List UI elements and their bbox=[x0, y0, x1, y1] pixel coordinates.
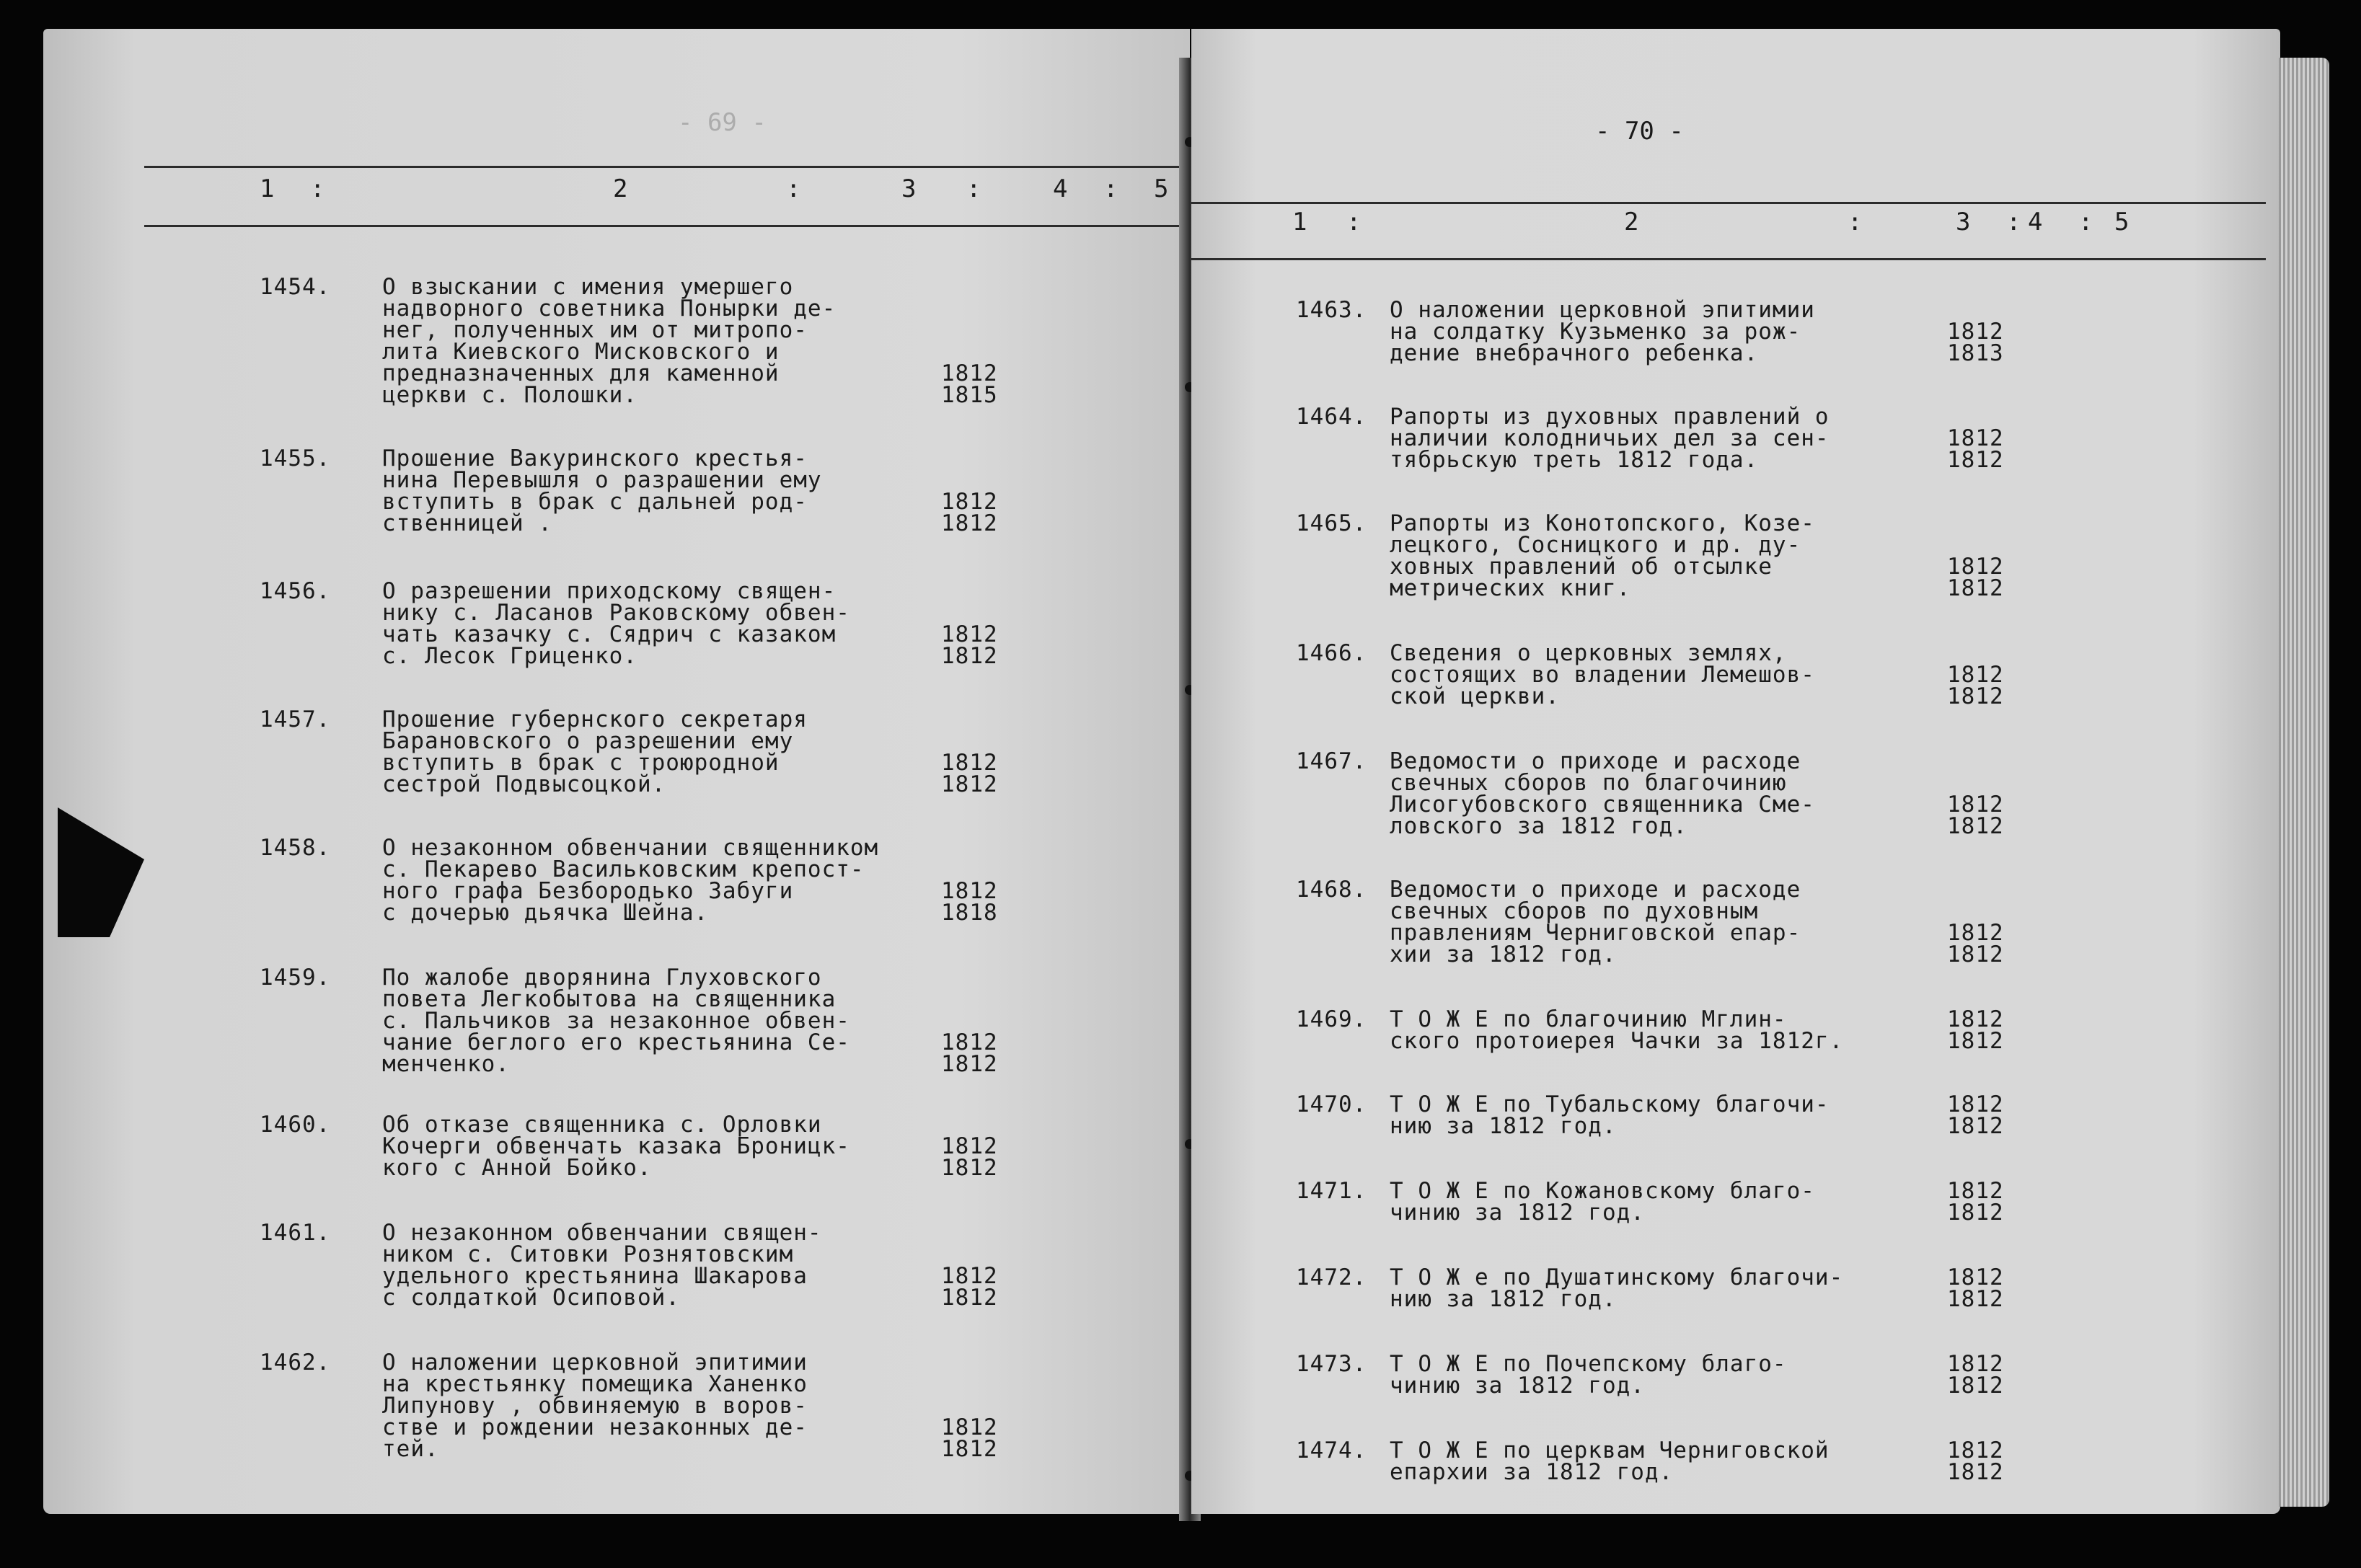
entry-start-year: 1812 bbox=[1947, 1091, 2004, 1117]
left-header-rule-bottom bbox=[144, 225, 1190, 227]
entry-description-line: О наложении церковной эпитимии bbox=[1390, 297, 1815, 323]
entry-description-line: ского протоиерея Чачки за 1812г. bbox=[1390, 1028, 1844, 1054]
entry-number: 1467. bbox=[1296, 748, 1367, 774]
entry-number: 1457. bbox=[260, 707, 331, 732]
entry-description-line: чинию за 1812 год. bbox=[1390, 1200, 1645, 1226]
entry-start-year: 1812 bbox=[941, 489, 998, 515]
entry-description-line: менченко. bbox=[382, 1051, 510, 1077]
right-page-number: - 70 - bbox=[1595, 117, 1684, 146]
entry-description-line: нию за 1812 год. bbox=[1390, 1113, 1617, 1139]
entry-description-line: лецкого, Сосницкого и др. ду- bbox=[1390, 532, 1801, 558]
entry-number: 1471. bbox=[1296, 1178, 1367, 1204]
right-column-header-cell: 4 bbox=[2028, 208, 2043, 236]
entry-start-year: 1812 bbox=[941, 621, 998, 647]
right-column-header-cell: 1 bbox=[1292, 208, 1307, 236]
entry-description-line: повета Легкобытова на священника bbox=[382, 986, 837, 1012]
entry-description-line: ного графа Безбородько Забуги bbox=[382, 878, 794, 904]
entry-number: 1470. bbox=[1296, 1091, 1367, 1117]
entry-end-year: 1812 bbox=[941, 510, 998, 536]
entry-end-year: 1812 bbox=[941, 643, 998, 669]
entry-description-line: Лисогубовского священника Сме- bbox=[1390, 792, 1815, 818]
entry-start-year: 1812 bbox=[941, 360, 998, 386]
entry-end-year: 1812 bbox=[1947, 683, 2004, 709]
entry-end-year: 1815 bbox=[941, 382, 998, 408]
entry-description-line: По жалобе дворянина Глуховского bbox=[382, 965, 822, 991]
entry-description-line: Т О Ж Е по церквам Черниговской bbox=[1390, 1438, 1830, 1463]
entry-end-year: 1812 bbox=[941, 1436, 998, 1462]
entry-number: 1465. bbox=[1296, 510, 1367, 536]
entry-start-year: 1812 bbox=[941, 1263, 998, 1289]
right-header-rule-bottom bbox=[1191, 258, 2266, 260]
entry-number: 1454. bbox=[260, 274, 331, 300]
entry-description-line: сестрой Подвысоцкой. bbox=[382, 771, 666, 797]
left-page bbox=[43, 29, 1190, 1514]
entry-description-line: Т О Ж е по Душатинскому благочи- bbox=[1390, 1264, 1844, 1290]
entry-start-year: 1812 bbox=[1947, 554, 2004, 580]
entry-description-line: хии за 1812 год. bbox=[1390, 942, 1617, 967]
entry-end-year: 1813 bbox=[1947, 340, 2004, 366]
entry-description-line: стве и рождении незаконных де- bbox=[382, 1414, 808, 1440]
entry-description-line: О разрешении приходскому священ- bbox=[382, 578, 837, 604]
entry-description-line: О взыскании с имения умершего bbox=[382, 274, 794, 300]
entry-description-line: свечных сборов по духовным bbox=[1390, 898, 1759, 924]
entry-description-line: удельного крестьянина Шакарова bbox=[382, 1263, 808, 1289]
entry-description-line: чинию за 1812 год. bbox=[1390, 1373, 1645, 1399]
right-column-header-cell: 5 bbox=[2114, 208, 2130, 236]
entry-number: 1473. bbox=[1296, 1351, 1367, 1377]
entry-start-year: 1812 bbox=[941, 1133, 998, 1159]
entry-number: 1466. bbox=[1296, 640, 1367, 666]
entry-description-line: Т О Ж Е по Тубальскому благочи- bbox=[1390, 1091, 1830, 1117]
left-column-header-cell: 2 bbox=[613, 174, 628, 203]
entry-description-line: чание беглого его крестьянина Се- bbox=[382, 1029, 850, 1055]
entry-description-line: нег, полученных им от митропо- bbox=[382, 317, 808, 343]
entry-end-year: 1812 bbox=[941, 1155, 998, 1181]
entry-description-line: Т О Ж Е по благочинию Мглин- bbox=[1390, 1006, 1787, 1032]
right-header-rule-top bbox=[1191, 202, 2266, 204]
entry-start-year: 1812 bbox=[1947, 792, 2004, 818]
entry-description-line: дение внебрачного ребенка. bbox=[1390, 340, 1759, 366]
right-column-header-cell: : bbox=[2006, 208, 2021, 236]
left-header-rule-top bbox=[144, 166, 1190, 168]
entry-description-line: О наложении церковной эпитимии bbox=[382, 1350, 808, 1376]
entry-description-line: тей. bbox=[382, 1436, 439, 1462]
entry-start-year: 1812 bbox=[1947, 1178, 2004, 1204]
entry-number: 1462. bbox=[260, 1350, 331, 1376]
left-column-header-cell: : bbox=[310, 174, 325, 203]
right-column-header-cell: 2 bbox=[1624, 208, 1639, 236]
entry-description-line: Сведения о церковных землях, bbox=[1390, 640, 1787, 666]
entry-number: 1455. bbox=[260, 446, 331, 471]
entry-description-line: правлениям Черниговской епар- bbox=[1390, 920, 1801, 946]
entry-description-line: Барановского о разрешении ему bbox=[382, 728, 794, 754]
page-edges bbox=[2279, 58, 2329, 1507]
entry-description-line: Прошение Вакуринского крестья- bbox=[382, 446, 808, 471]
entry-description-line: наличии колодничьих дел за сен- bbox=[1390, 425, 1830, 451]
entry-number: 1468. bbox=[1296, 877, 1367, 903]
right-page bbox=[1191, 29, 2280, 1514]
entry-description-line: ственницей . bbox=[382, 510, 552, 536]
entry-description-line: вступить в брак с троюродной bbox=[382, 750, 780, 776]
entry-description-line: чать казачку с. Сядрич с казаком bbox=[382, 621, 837, 647]
entry-description-line: Т О Ж Е по Кожановскому благо- bbox=[1390, 1178, 1815, 1204]
entry-description-line: надворного советника Понырки де- bbox=[382, 296, 837, 322]
right-column-header-cell: : bbox=[2078, 208, 2093, 236]
entry-start-year: 1812 bbox=[941, 750, 998, 776]
entry-start-year: 1812 bbox=[941, 1029, 998, 1055]
entry-description-line: нику с. Ласанов Раковскому обвен- bbox=[382, 600, 850, 626]
entry-description-line: нина Перевышля о разрашении ему bbox=[382, 467, 822, 493]
entry-end-year: 1812 bbox=[1947, 1113, 2004, 1139]
entry-description-line: Липунову , обвиняемую в воров- bbox=[382, 1393, 808, 1419]
entry-description-line: с. Пальчиков за незаконное обвен- bbox=[382, 1008, 850, 1034]
entry-end-year: 1812 bbox=[1947, 1200, 2004, 1226]
entry-description-line: на солдатку Кузьменко за рож- bbox=[1390, 319, 1801, 345]
entry-end-year: 1812 bbox=[1947, 1028, 2004, 1054]
entry-description-line: с. Пекарево Васильковским крепост- bbox=[382, 856, 865, 882]
entry-start-year: 1812 bbox=[1947, 1438, 2004, 1463]
entry-end-year: 1812 bbox=[1947, 575, 2004, 601]
entry-description-line: ховных правлений об отсылке bbox=[1390, 554, 1773, 580]
entry-description-line: О незаконном обвенчании священником bbox=[382, 835, 879, 861]
left-column-header-cell: : bbox=[1103, 174, 1118, 203]
entry-description-line: нию за 1812 год. bbox=[1390, 1286, 1617, 1312]
entry-description-line: церкви с. Полошки. bbox=[382, 382, 637, 408]
entry-description-line: тябрьскую треть 1812 года. bbox=[1390, 447, 1759, 473]
entry-description-line: лита Киевского Мисковского и bbox=[382, 339, 780, 365]
entry-end-year: 1812 bbox=[941, 771, 998, 797]
entry-description-line: О незаконном обвенчании священ- bbox=[382, 1220, 822, 1246]
entry-description-line: предназначенных для каменной bbox=[382, 360, 780, 386]
entry-number: 1456. bbox=[260, 578, 331, 604]
entry-number: 1463. bbox=[1296, 297, 1367, 323]
entry-number: 1472. bbox=[1296, 1264, 1367, 1290]
entry-number: 1469. bbox=[1296, 1006, 1367, 1032]
open-book bbox=[29, 29, 2336, 1543]
entry-description-line: с дочерью дьячка Шейна. bbox=[382, 900, 709, 926]
left-column-header-cell: 3 bbox=[901, 174, 917, 203]
entry-number: 1460. bbox=[260, 1112, 331, 1138]
entry-number: 1458. bbox=[260, 835, 331, 861]
left-column-header-cell: 1 bbox=[260, 174, 275, 203]
entry-start-year: 1812 bbox=[1947, 1264, 2004, 1290]
entry-description-line: ником с. Ситовки Рознятовским bbox=[382, 1241, 794, 1267]
entry-start-year: 1812 bbox=[941, 1414, 998, 1440]
entry-description-line: с. Лесок Гриценко. bbox=[382, 643, 637, 669]
left-column-header-cell: : bbox=[966, 174, 981, 203]
right-column-header-cell: 3 bbox=[1956, 208, 1971, 236]
entry-end-year: 1812 bbox=[1947, 1373, 2004, 1399]
entry-end-year: 1812 bbox=[1947, 1286, 2004, 1312]
entry-end-year: 1812 bbox=[1947, 813, 2004, 839]
entry-description-line: Ведомости о приходе и расходе bbox=[1390, 877, 1801, 903]
entry-start-year: 1812 bbox=[1947, 1351, 2004, 1377]
left-column-header-cell: : bbox=[786, 174, 801, 203]
entry-number: 1474. bbox=[1296, 1438, 1367, 1463]
entry-description-line: Рапорты из духовных правлений о bbox=[1390, 404, 1830, 430]
entry-description-line: Т О Ж Е по Почепскому благо- bbox=[1390, 1351, 1787, 1377]
entry-description-line: состоящих во владении Лемешов- bbox=[1390, 662, 1815, 688]
entry-end-year: 1812 bbox=[1947, 942, 2004, 967]
entry-description-line: кого с Анной Бойко. bbox=[382, 1155, 652, 1181]
entry-end-year: 1812 bbox=[941, 1285, 998, 1311]
entry-start-year: 1812 bbox=[1947, 1006, 2004, 1032]
entry-end-year: 1812 bbox=[941, 1051, 998, 1077]
entry-description-line: Рапорты из Конотопского, Козе- bbox=[1390, 510, 1815, 536]
right-column-header-cell: : bbox=[1848, 208, 1863, 236]
entry-start-year: 1812 bbox=[941, 878, 998, 904]
entry-description-line: ловского за 1812 год. bbox=[1390, 813, 1687, 839]
entry-end-year: 1818 bbox=[941, 900, 998, 926]
left-column-header-cell: 4 bbox=[1053, 174, 1068, 203]
entry-number: 1461. bbox=[260, 1220, 331, 1246]
entry-start-year: 1812 bbox=[1947, 425, 2004, 451]
entry-number: 1464. bbox=[1296, 404, 1367, 430]
entry-description-line: на крестьянку помещика Ханенко bbox=[382, 1371, 808, 1397]
entry-description-line: Кочерги обвенчать казака Броницк- bbox=[382, 1133, 850, 1159]
entry-description-line: Ведомости о приходе и расходе bbox=[1390, 748, 1801, 774]
entry-number: 1459. bbox=[260, 965, 331, 991]
entry-description-line: Об отказе священника с. Орловки bbox=[382, 1112, 822, 1138]
entry-description-line: с солдаткой Осиповой. bbox=[382, 1285, 680, 1311]
entry-end-year: 1812 bbox=[1947, 447, 2004, 473]
entry-end-year: 1812 bbox=[1947, 1459, 2004, 1485]
entry-description-line: свечных сборов по благочинию bbox=[1390, 770, 1787, 796]
entry-description-line: Прошение губернского секретаря bbox=[382, 707, 808, 732]
entry-description-line: ской церкви. bbox=[1390, 683, 1560, 709]
entry-description-line: епархии за 1812 год. bbox=[1390, 1459, 1674, 1485]
right-column-header-cell: : bbox=[1346, 208, 1362, 236]
left-page-number: - 69 - bbox=[678, 108, 767, 137]
entry-start-year: 1812 bbox=[1947, 319, 2004, 345]
entry-start-year: 1812 bbox=[1947, 662, 2004, 688]
entry-description-line: вступить в брак с дальней род- bbox=[382, 489, 808, 515]
entry-description-line: метрических книг. bbox=[1390, 575, 1631, 601]
left-column-header-cell: 5 bbox=[1154, 174, 1169, 203]
entry-start-year: 1812 bbox=[1947, 920, 2004, 946]
